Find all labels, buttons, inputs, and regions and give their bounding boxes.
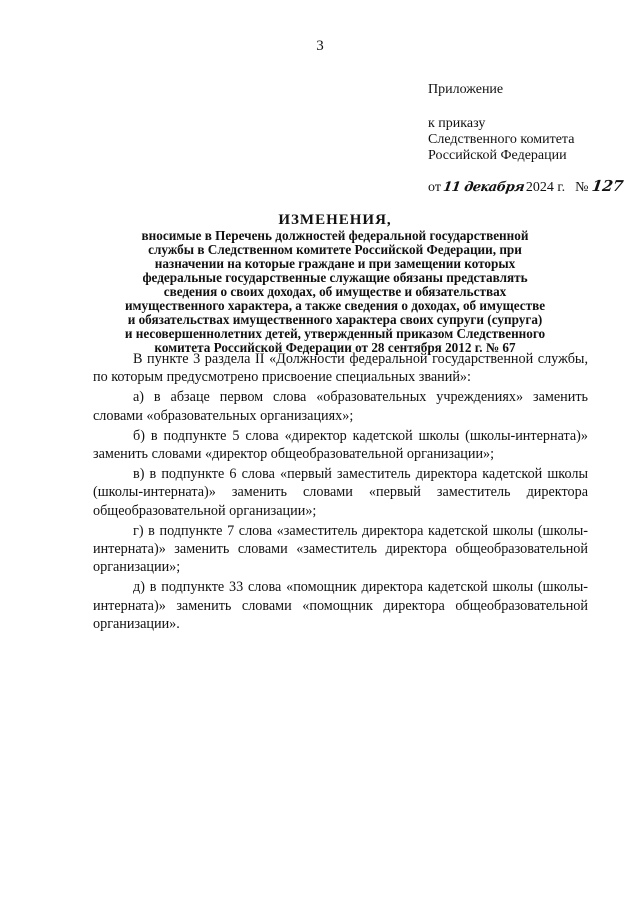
number-label: № [575,180,589,195]
handwritten-date: 11 декабря [441,180,526,195]
heading-line: имущественного характера, а также сведения о доходах, об имуществе [124,298,546,313]
document-body [93,350,588,635]
amendment-item-v: в) в подпункте 6 слова «первый заместитель директора кадетской школы (школы-интерната)» заменить словами «первый заместитель директора общеобразовательной организации»; [93,466,588,519]
annex-order-line-2: Следственного комитета [428,132,575,147]
heading-line: комитета Российской Федерации от 28 сентября 2012 г. № 67 [154,340,516,355]
order-year: 2024 г. [525,180,566,195]
amendment-item-b: б) в подпункте 5 слова «директор кадетской школы (школы-интерната)» заменить словами «директор общеобразовательной организации»; [93,427,588,463]
heading-line: и несовершеннолетних детей, утвержденный приказом Следственного [124,326,546,341]
amendment-item-g: г) в подпункте 7 слова «заместитель директора кадетской школы (школы-интерната)» заменить словами «заместитель директора общеобразовательной организации»; [93,522,588,576]
document-heading [90,212,580,355]
amendment-item-d: д) в подпункте 33 слова «помощник директора кадетской школы (школы-интерната)» заменить словами «помощник директора общеобразовательной организации». [93,579,588,632]
heading-line: федеральные государственные служащие обязаны представлять [142,270,528,285]
heading-line: сведения о своих доходах, об имуществе и обязательствах [163,284,507,299]
annex-order-line-1: к приказу [428,116,486,131]
order-date-line [428,178,624,196]
heading-line: службы в Следственном комитете Российской Федерации, при [148,242,522,257]
intro-paragraph: В пункте 3 раздела II «Должности федеральной государственной службы, по которым предусмотрено присвоение специальных званий»: [93,351,588,386]
handwritten-order-number: 127 [591,177,626,195]
heading-line: назначении на которые граждане и при замещении которых [154,256,516,271]
annex-title: Приложение [428,82,504,97]
heading-title: ИЗМЕНЕНИЯ, [278,212,392,228]
page-number: 3 [316,38,324,54]
amendment-item-a: а) в абзаце первом слова «образовательных учреждениях» заменить словами «образовательных организациях»; [93,389,588,424]
heading-line: вносимые в Перечень должностей федеральной государственной [141,228,529,243]
annex-order-line-3: Российской Федерации [428,148,567,163]
date-prefix: от [428,180,441,195]
annex-block [428,82,624,196]
heading-line: и обязательствах имущественного характера своих супруги (супруга) [127,312,543,327]
